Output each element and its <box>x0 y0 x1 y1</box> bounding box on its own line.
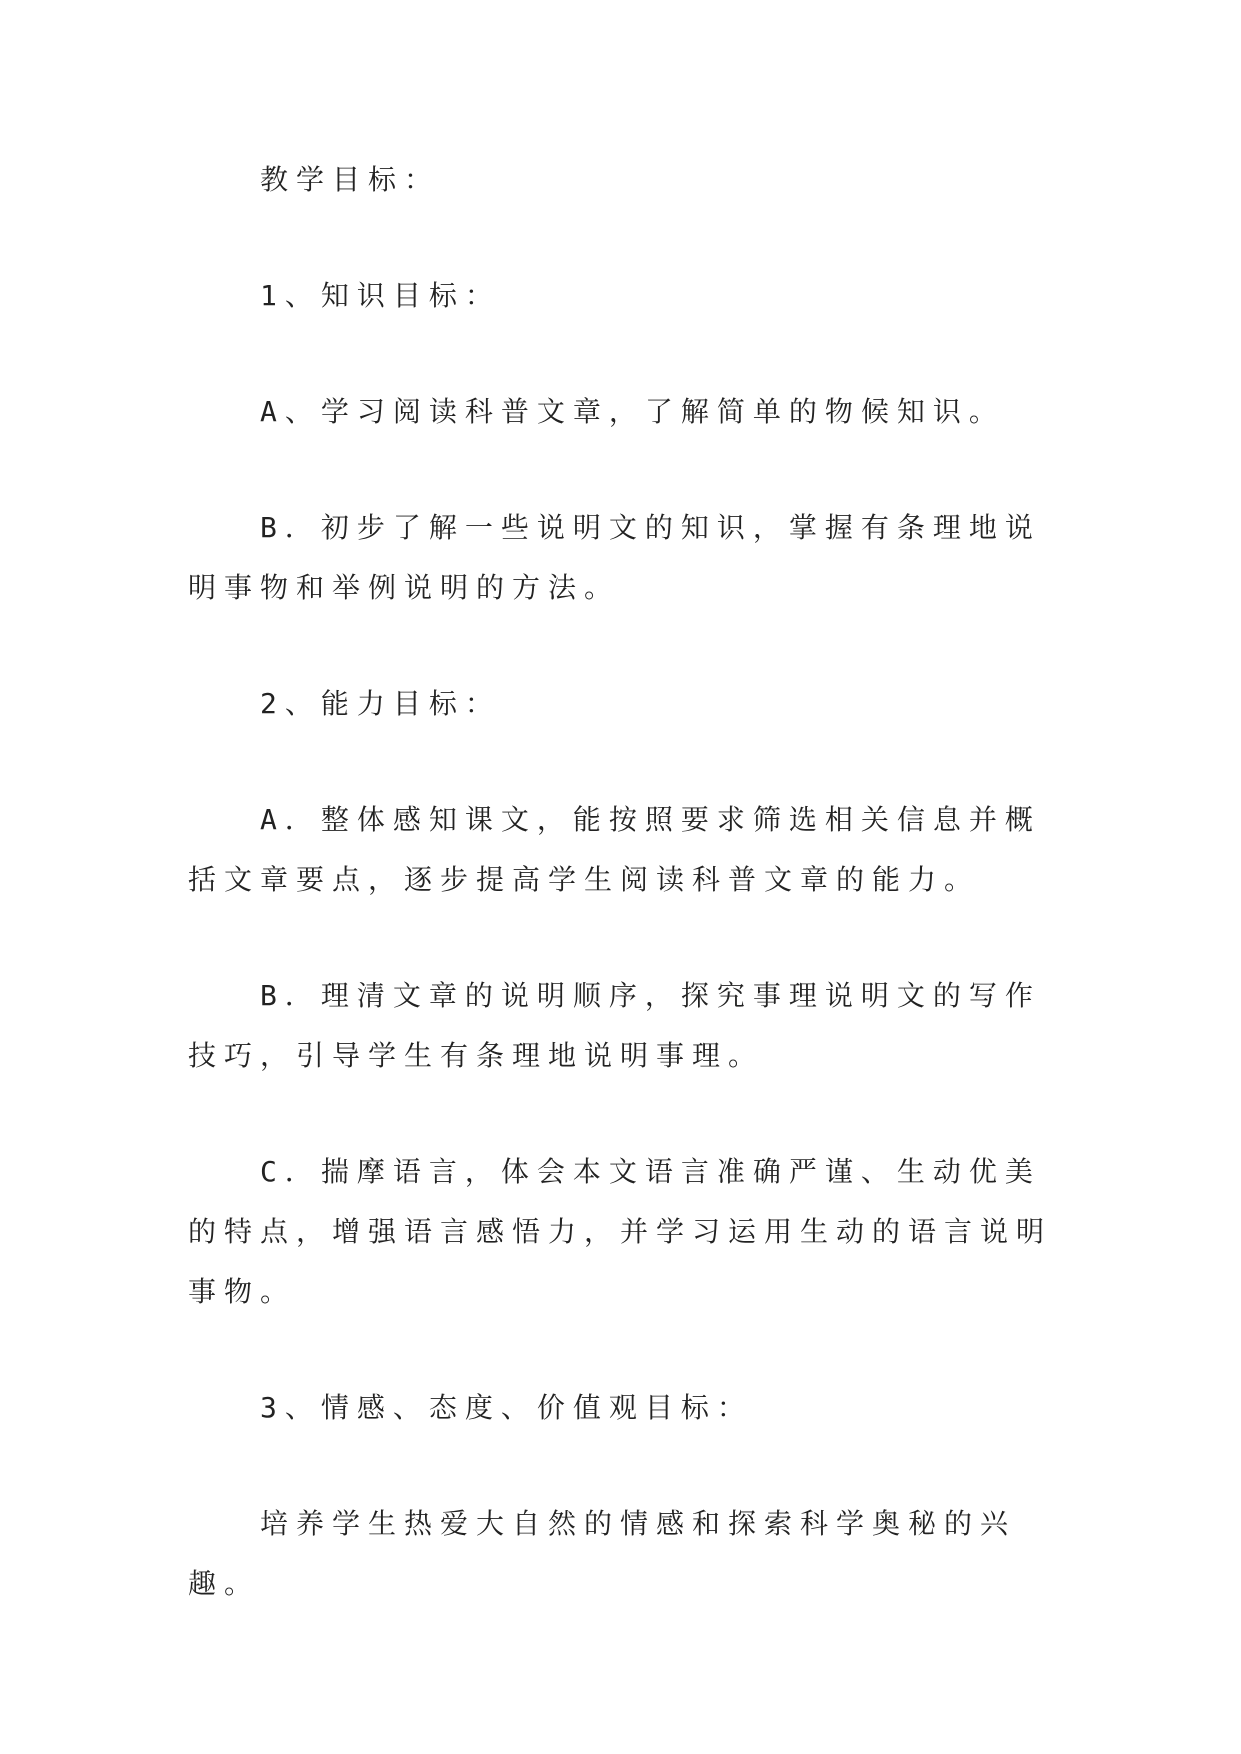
paragraph-ability-a: A．整体感知课文，能按照要求筛选相关信息并概括文章要点，逐步提高学生阅读科普文章的能力。 <box>188 803 1041 896</box>
paragraph-ability-c: C．揣摩语言，体会本文语言准确严谨、生动优美的特点，增强语言感悟力，并学习运用生动的语言说明事物。 <box>188 1155 1053 1308</box>
document-body <box>188 150 1053 1670</box>
paragraph-knowledge-a: A、学习阅读科普文章，了解简单的物候知识。 <box>260 395 1005 428</box>
subheading-ability-goals: 2、能力目标： <box>260 687 501 720</box>
paragraph-ability-b: B．理清文章的说明顺序，探究事理说明文的写作技巧，引导学生有条理地说明事理。 <box>188 979 1041 1072</box>
subheading-knowledge-goals: 1、知识目标： <box>260 279 501 312</box>
paragraph-emotion: 培养学生热爱大自然的情感和探索科学奥秘的兴趣。 <box>188 1507 1017 1600</box>
subheading-emotion-goals: 3、情感、态度、价值观目标： <box>260 1391 753 1424</box>
section-heading-teaching-goals: 教学目标： <box>260 163 441 196</box>
paragraph-knowledge-b: B．初步了解一些说明文的知识，掌握有条理地说明事物和举例说明的方法。 <box>188 511 1041 604</box>
